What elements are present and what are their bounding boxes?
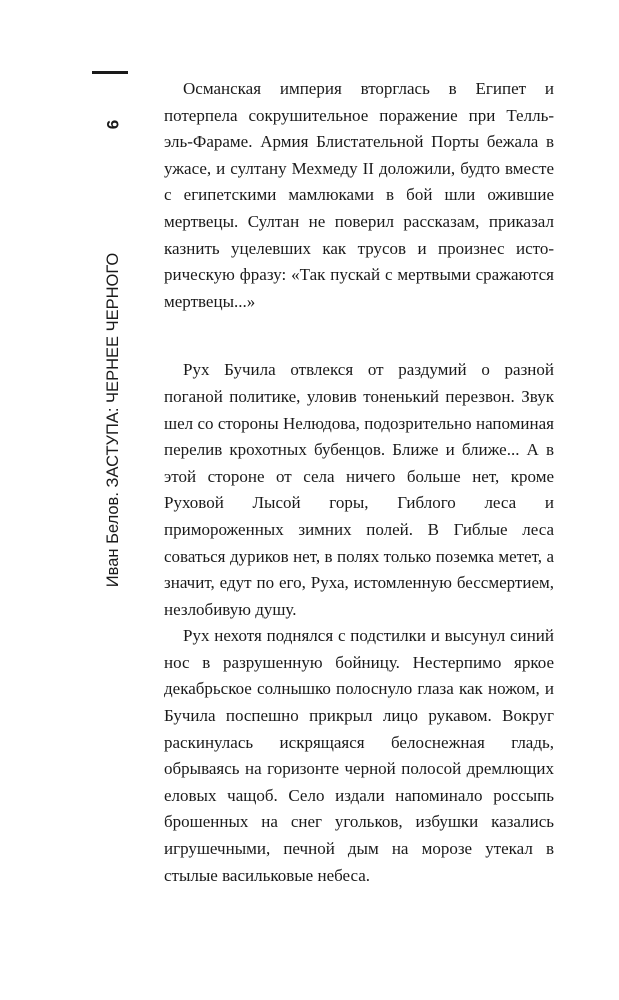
section-break [164, 315, 554, 357]
running-head: Иван Белов. ЗАСТУПА: ЧЕРНЕЕ ЧЕРНОГО [104, 252, 122, 588]
paragraph-epigraph: Османская империя вторглась в Египет и потерпела сокрушительное поражение при Телль-эль-Фараме. Армия Блистательной Порты бежала в ужасе, и султану Мехмеду II доложили, будто вместе с египетскими мамлюками в бой шли ожившие мертвецы. Султан не поверил рассказам, приказал казнить уцелевших как трусов и произнес историческую фразу: «Так пускай с мертвыми сражаются мертвецы...» [164, 79, 554, 311]
text-block [164, 76, 554, 889]
paragraph: Рух Бучила отвлекся от раздумий о разной поганой политике, уловив тоненький перезвон. Звук шел со стороны Нелюдова, подозрительно напоминая перелив крохотных бубенцов. Ближе и ближе... А в этой стороне от села ничего больше нет, кроме Руховой Лысой горы, Гиблого леса и примороженных зимних полей. В Гиблые леса соваться дуриков нет, в полях только поземка метет, а значит, едут по его, Руха, истомленную бессмертием, незлобивую душу. [164, 360, 554, 619]
top-rule [92, 71, 128, 74]
page-number: 6 [103, 119, 123, 130]
paragraph: Рух нехотя поднялся с подстилки и высунул синий нос в разрушенную бойницу. Нестерпимо яркое декабрьское солнышко полоснуло глаза как ножом, и Бучила поспешно прикрыл лицо рукавом. Вокруг раскинулась искрящаяся белоснежная гладь, обрываясь на горизонте черной полосой дремлющих еловых чащоб. Село издали напоминало россыпь брошенных на снег угольков, избушки казались игрушечными, печной дым на морозе утекал в стылые васильковые небеса. [164, 626, 554, 885]
